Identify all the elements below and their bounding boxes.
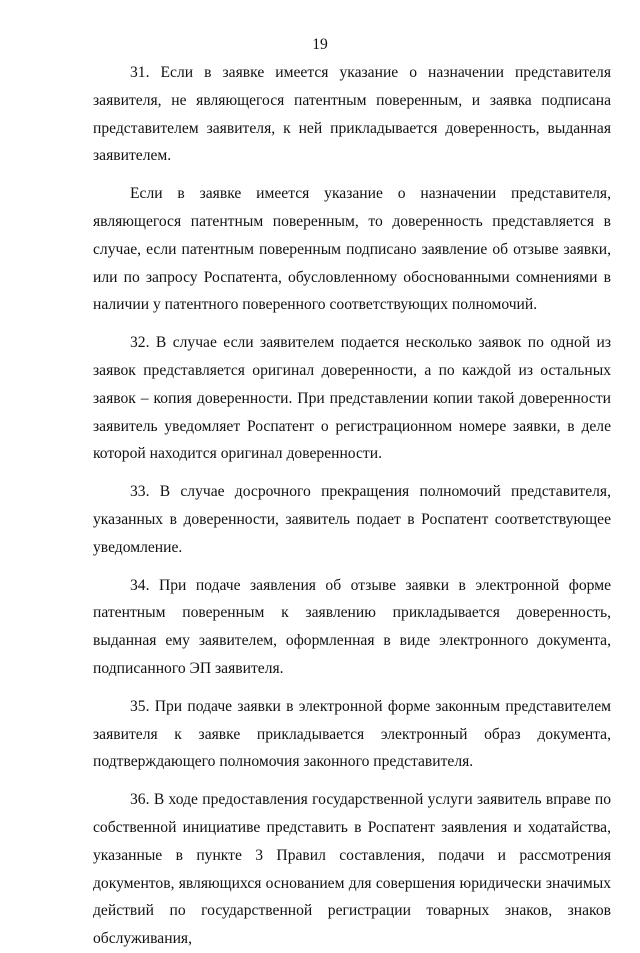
paragraph-32: 32. В случае если заявителем подается несколько заявок по одной из заявок представляется оригинал доверенности, а по каждой из остальных заявок – копия доверенности. При представлении копии такой доверенности заявитель уведомляет Роспатент о регистрационном номере заявки, в деле которой находится оригинал доверенности.	[93, 334, 611, 463]
document-body	[93, 59, 611, 953]
paragraph-34: 34. При подаче заявления об отзыве заявки в электронной форме патентным поверенным к заявлению прикладывается доверенность, выданная ему заявителем, оформленная в виде электронного документа, подписанного ЭП заявителя.	[93, 576, 611, 677]
paragraph-35: 35. При подаче заявки в электронной форме законным представителем заявителя к заявке прикладывается электронный образ документа, подтверждающего полномочия законного представителя.	[93, 697, 611, 771]
paragraph-31: 31. Если в заявке имеется указание о назначении представителя заявителя, не являющегося патентным поверенным, и заявка подписана представителем заявителя, к ней прикладывается доверенность, выданная заявителем.	[93, 64, 611, 165]
paragraph-36: 36. В ходе предоставления государственной услуги заявитель вправе по собственной инициативе представить в Роспатент заявления и ходатайства, указанные в пункте 3 Правил составления, подачи и рассмотрения документов, являющихся основанием для совершения юридически значимых действий по государственной регистрации товарных знаков, знаков обслуживания,	[93, 791, 611, 948]
paragraph-31-continuation: Если в заявке имеется указание о назначении представителя, являющегося патентным поверенным, то доверенность представляется в случае, если патентным поверенным подписано заявление об отзыве заявки, или по запросу Роспатента, обусловленному обоснованными сомнениями в наличии у патентного поверенного соответствующих полномочий.	[93, 185, 611, 314]
page-number: 19	[312, 36, 328, 53]
paragraph-33: 33. В случае досрочного прекращения полномочий представителя, указанных в доверенности, заявитель подает в Роспатент соответствующее уведомление.	[93, 483, 611, 556]
